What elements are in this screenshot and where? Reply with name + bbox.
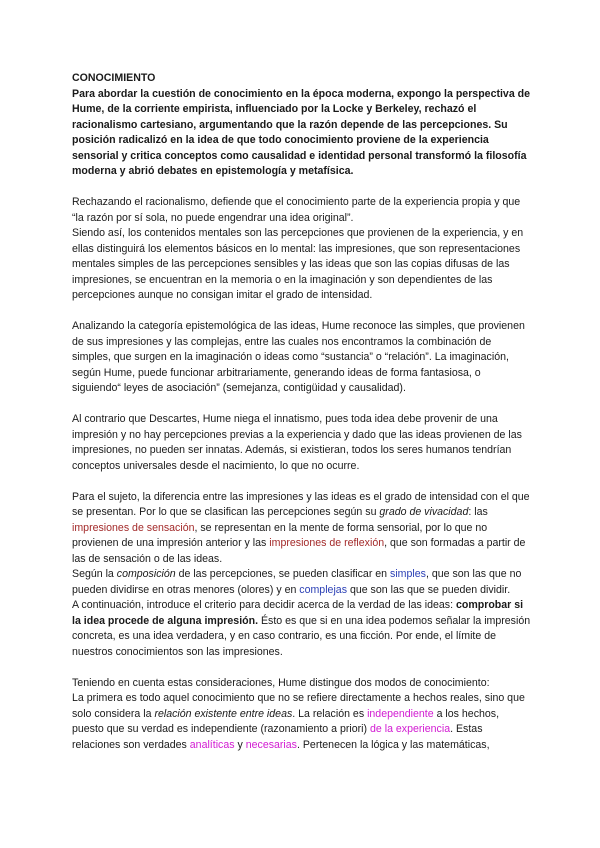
- paragraph-composicion: [72, 567, 532, 598]
- text-run: Ésto es que si en una idea podemos señalar la impresión concreta, es una idea verdadera, y en caso contrario, es una ficción. Por ende, el límite de nuestros conocimientos son las impresiones.: [72, 614, 531, 658]
- text-run: , que son las que no pueden dividirse en otras menores (olores) y en: [72, 568, 522, 596]
- text-run: La primera es todo aquel conocimiento que no se refiere directamente a hechos reales, sino que solo considera la: [72, 692, 525, 720]
- text-run: : las: [468, 506, 488, 518]
- text-run: y: [234, 738, 246, 751]
- italic-term-relacion-ideas: relación existente entre ideas: [154, 707, 293, 720]
- paragraph-gap: [72, 660, 532, 676]
- text-run: Según la: [72, 568, 117, 580]
- highlight-complejas: complejas: [299, 583, 347, 596]
- paragraph-modos-conocimiento: Teniendo en cuenta estas consideraciones, Hume distingue dos modos de conocimiento:: [72, 676, 490, 689]
- paragraph-innatismo: Al contrario que Descartes, Hume niega el innatismo, pues toda idea debe provenir de una impresión y no hay percepciones previas a la experiencia y dado que las ideas provienen de las impresiones, no pueden ser innatas. Además, si existieran, todos los seres humanos tendrían conceptos universales desde el nacimiento, lo que no ocurre.: [72, 413, 522, 472]
- highlight-impresiones-reflexion: impresiones de reflexión: [269, 537, 385, 549]
- document-title: CONOCIMIENTO: [72, 72, 156, 84]
- text-run: , que son formadas a partir de las de sensación o de las ideas.: [72, 537, 526, 565]
- bold-criterio: comprobar si la idea procede de alguna impresión.: [72, 599, 524, 627]
- paragraph-gap: [72, 304, 532, 320]
- italic-term-grado-vivacidad: grado de vivacidad: [379, 506, 469, 518]
- text-run: a los hechos, puesto que su verdad es independiente (razonamiento a priori): [72, 707, 500, 735]
- text-run: Para el sujeto, la diferencia entre las impresiones y las ideas es el grado de intensidad con el que se presentan. Por lo que se clasifican las percepciones según su: [72, 490, 530, 518]
- text-run: de las percepciones, se pueden clasificar en: [175, 568, 391, 580]
- highlight-impresiones-sensacion: impresiones de sensación: [72, 521, 195, 534]
- text-run: . Estas relaciones son verdades: [72, 723, 483, 751]
- paragraph-siendo-asi: Siendo así, los contenidos mentales son las percepciones que provienen de la experiencia, y en ellas distinguirá los elementos básicos en lo mental: las impresiones, que son representaciones mentales simples de las percepciones sensibles y las ideas que son las copias difusas de las impresiones, se encuentran en la memoria o en la imaginación y son dependientes de las percepciones aunque no consigan imitar el grado de intensidad.: [72, 227, 524, 301]
- text-run: , se representan en la mente de forma sensorial, por lo que no provienen de una impresión anterior y las: [72, 521, 488, 549]
- intro-paragraph: Para abordar la cuestión de conocimiento en la época moderna, expongo la perspectiva de Hume, de la corriente empirista, influenciado por la Locke y Berkeley, rechazó el racionalismo cartesiano, argumentando que la razón depende de las percepciones. Su posición radicalizó en la idea de que todo conocimiento proviene de la experiencia sensorial y critica conceptos como causalidad e identidad personal transformó la filosofía moderna y abrió debates en epistemología y metafísica.: [72, 87, 531, 177]
- text-run: . La relación es: [292, 707, 368, 720]
- paragraph-criterio-verdad: [72, 598, 532, 660]
- paragraph-gap: [72, 474, 532, 490]
- italic-term-composicion: composición: [116, 568, 176, 580]
- paragraph-gap: [72, 397, 532, 413]
- paragraph-gap: [72, 180, 532, 196]
- highlight-simples: simples: [390, 568, 426, 580]
- highlight-analiticas: analíticas: [189, 738, 235, 751]
- text-run: A continuación, introduce el criterio para decidir acerca de la verdad de las ideas:: [72, 599, 456, 611]
- paragraph-ideas-categoria: Analizando la categoría epistemológica de las ideas, Hume reconoce las simples, que provienen de sus impresiones y las complejas, entre las cuales nos encontramos la combinación de simples, que surgen en la imaginación o ideas como “sustancia” o “relación”. La imaginación, según Hume, puede funcionar arbitrariamente, generando ideas de forma fantasiosa, o siguiendo“ leyes de asociación” (semejanza, contigüidad y causalidad).: [72, 320, 525, 394]
- paragraph-rechazando: Rechazando el racionalismo, defiende que el conocimiento parte de la experiencia propia y que “la razón por sí sola, no puede engendrar una idea original”.: [72, 196, 521, 224]
- highlight-independiente: independiente: [367, 707, 434, 720]
- highlight-de-la-experiencia: de la experiencia: [370, 723, 451, 735]
- text-run: que son las que se pueden dividir.: [347, 583, 511, 596]
- document-body: [72, 71, 532, 753]
- paragraph-vivacidad: [72, 490, 532, 568]
- text-run: . Pertenecen la lógica y las matemáticas,: [296, 738, 490, 751]
- paragraph-relacion-ideas: [72, 691, 532, 753]
- highlight-necesarias: necesarias: [245, 738, 297, 751]
